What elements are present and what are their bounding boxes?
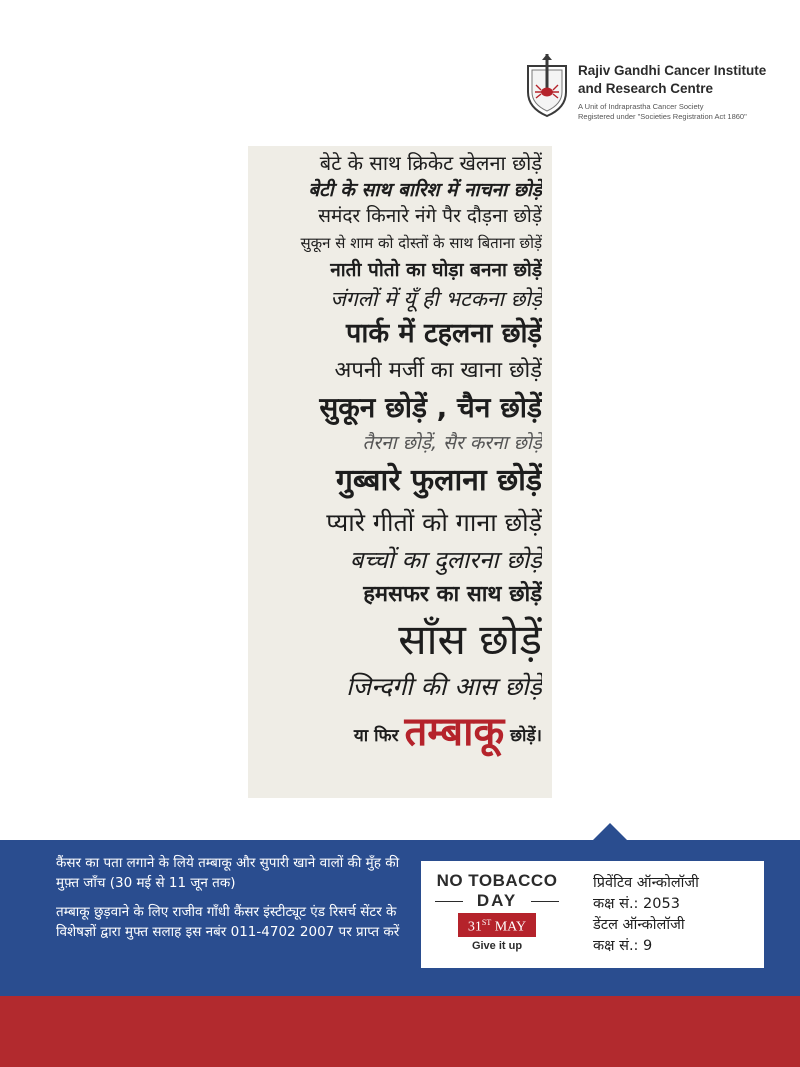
institute-name-line2: and Research Centre xyxy=(578,81,714,96)
poem-line: समंदर किनारे नंगे पैर दौड़ना छोड़ें xyxy=(318,205,542,227)
department-name: प्रिवेंटिव ऑन्कोलॉजी xyxy=(593,875,699,891)
poem-line: हमसफर का साथ छोड़ें xyxy=(363,582,542,607)
date-suffix: ST xyxy=(481,918,492,927)
poem-final-suffix: छोड़ें। xyxy=(510,726,542,746)
footer-band xyxy=(0,996,800,1067)
poem-line: बच्चों का दुलारना छोड़ें xyxy=(349,546,542,574)
poem-panel xyxy=(248,146,552,798)
institute-logo xyxy=(522,52,800,132)
info-paragraph-screening: कैंसर का पता लगाने के लिये तम्बाकू और सुपारी खाने वालों की मुँह की मुफ़्त जाँच (30 मई से 11 जून तक) xyxy=(56,855,400,891)
no-tobacco-day-badge xyxy=(431,871,563,952)
poem-line: प्यारे गीतों को गाना छोड़ें xyxy=(326,508,542,537)
poem-line: गुब्बारे फुलाना छोड़ें xyxy=(335,463,542,498)
banner-notch xyxy=(593,823,627,840)
poem-line: नाती पोतो का घोड़ा बनना छोड़ें xyxy=(330,259,542,281)
poem-tobacco-highlight: तम्बाकू xyxy=(404,709,505,755)
poem-final-prefix: या फिर xyxy=(353,726,399,746)
department-name: डेंटल ऑन्कोलॉजी xyxy=(593,917,685,933)
institute-sub-line2: Registered under "Societies Registration Act 1860" xyxy=(578,112,747,121)
institute-sub-line1: A Unit of Indraprastha Cancer Society xyxy=(578,102,704,111)
institute-name-line1: Rajiv Gandhi Cancer Institute xyxy=(578,63,767,78)
department-list xyxy=(593,873,763,957)
no-tobacco-day: DAY xyxy=(431,891,563,911)
no-tobacco-tagline: Give it up xyxy=(471,939,523,952)
poem-line: बेटे के साथ क्रिकेट खेलना छोड़ें xyxy=(319,151,542,175)
poem-line: बेटी के साथ बारिश में नाचना छोड़ें xyxy=(308,179,542,201)
poem-line: पार्क में टहलना छोड़ें xyxy=(345,318,542,349)
poem-line: जिन्दगी की आस छोड़ें xyxy=(346,672,542,701)
department-room: कक्ष सं.: 9 xyxy=(593,938,653,954)
info-text xyxy=(56,853,416,951)
poem-line: अपनी मर्जी का खाना छोड़ें xyxy=(334,358,542,383)
no-tobacco-title: NO TOBACCO xyxy=(436,871,558,890)
poem-line: साँस छोड़ें xyxy=(398,615,542,664)
poem-line: तैरना छोड़ें, सैर करना छोड़ें xyxy=(362,432,542,454)
poem-final-line xyxy=(256,706,542,758)
poem-line: जंगलों में यूँ ही भटकना छोड़ें xyxy=(330,287,542,311)
poem-line: सुकून छोड़ें , चैन छोड़ें xyxy=(319,391,542,424)
department-room: कक्ष सं.: 2053 xyxy=(593,896,680,912)
info-paragraph-helpline: तम्बाकू छुड़वाने के लिए राजीव गाँधी कैंसर इंस्टीट्यूट एंड रिसर्च सेंटर के विशेषज्ञों द्वारा मुफ्त सलाह इस नबंर 011-4702 2007 पर प्राप्त करें xyxy=(56,904,400,940)
date-number: 31 xyxy=(467,919,482,935)
date-month: MAY xyxy=(494,919,527,935)
info-card xyxy=(421,861,764,968)
no-tobacco-date xyxy=(458,913,536,937)
institute-crest-icon xyxy=(522,52,572,118)
poem-line: सुकून से शाम को दोस्तों के साथ बिताना छोड़ें xyxy=(300,234,542,252)
